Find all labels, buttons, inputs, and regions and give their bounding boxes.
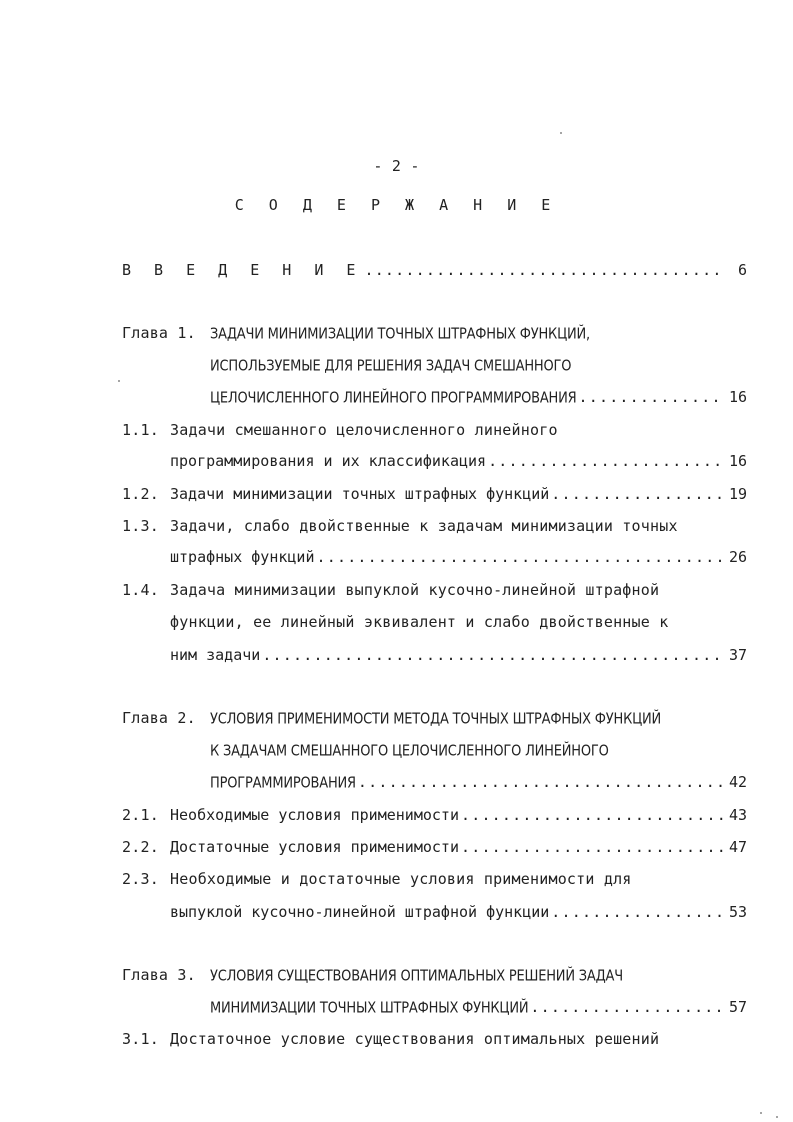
toc-entry-section-2-1: Необходимые условия применимости ..... 43 [170,806,747,824]
toc-entry-section-1-4: ним задачи ..... 37 [170,646,747,664]
section-title-line: функции, ее линейный эквивалент и слабо двойственные к [170,613,669,631]
page-ref: 43 [728,806,747,824]
toc-entry-chapter-3: МИНИМИЗАЦИИ ТОЧНЫХ ШТРАФНЫХ ФУНКЦИЙ ..... 57 [210,998,747,1018]
leader-dots [551,903,723,921]
page-ref: 37 [728,646,747,664]
intro-label: В В Е Д Е Н И Е [122,261,363,279]
leader-dots [551,485,723,503]
section-title-line: Задачи, слабо двойственные к задачам минимизации точных [170,517,678,535]
leader-dots [262,646,723,664]
toc-entry-section-2-3: выпуклой кусочно-линейной штрафной функции ..... 53 [170,903,747,921]
toc-entry-section-1-1: программирования и их классификация ..... 16 [170,452,747,470]
section-number: 1.3. [122,517,159,535]
chapter-1-label: Глава 1. [122,324,196,342]
page-ref: 42 [728,773,747,791]
page-number: - 2 - [373,157,420,175]
leader-dots [358,773,723,791]
toc-entry-section-1-3: штрафных функций ..... 26 [170,548,747,566]
chapter-3-label: Глава 3. [122,966,196,984]
chapter-1-title-line-1: ЗАДАЧИ МИНИМИЗАЦИИ ТОЧНЫХ ШТРАФНЫХ ФУНКЦИЙ, [210,325,590,344]
leader-dots [461,806,723,824]
page-ref: 16 [728,452,747,470]
page-ref: 26 [728,548,747,566]
page-ref: 57 [728,998,747,1016]
toc-entry-section-1-2: Задачи минимизации точных штрафных функций ..... 19 [170,485,747,503]
section-number: 1.4. [122,581,159,599]
scan-speck [760,1112,762,1114]
toc-entry-intro [122,261,747,279]
section-number: 2.3. [122,870,159,888]
scan-speck [118,380,120,382]
chapter-2-label: Глава 2. [122,709,196,727]
scan-speck [776,1116,778,1118]
section-number: 3.1. [122,1030,159,1048]
leader-dots [579,388,724,406]
toc-title: С О Д Е Р Ж А Н И Е [234,196,559,214]
leader-dots [317,548,724,566]
section-title-line: Необходимые и достаточные условия применимости для [170,870,632,888]
leader-dots [530,998,723,1016]
section-title-line: Достаточное условие существования оптимальных решений [170,1030,660,1048]
section-title-line: Задачи смешанного целочисленного линейного [170,421,558,439]
section-number: 1.2. [122,485,159,503]
leader-dots [488,452,723,470]
scan-speck [560,132,562,134]
page-ref: 16 [728,388,747,406]
toc-entry-chapter-1: ЦЕЛОЧИСЛЕННОГО ЛИНЕЙНОГО ПРОГРАММИРОВАНИЯ ..... 16 [210,388,747,408]
section-title-line: Задача минимизации выпуклой кусочно-линейной штрафной [170,581,660,599]
chapter-1-title-line-2: ИСПОЛЬЗУЕМЫЕ ДЛЯ РЕШЕНИЯ ЗАДАЧ СМЕШАННОГО [210,357,572,376]
leader-dots [364,261,723,279]
section-number: 2.1. [122,806,159,824]
section-number: 2.2. [122,838,159,856]
leader-dots [461,838,723,856]
page-ref: 19 [728,485,747,503]
page-ref: 53 [728,903,747,921]
page-ref: 47 [728,838,747,856]
chapter-3-title-line-1: УСЛОВИЯ СУЩЕСТВОВАНИЯ ОПТИМАЛЬНЫХ РЕШЕНИЙ ЗАДАЧ [210,967,623,986]
page-ref: 6 [737,261,747,279]
toc-entry-chapter-2: ПРОГРАММИРОВАНИЯ ..... 42 [210,773,747,793]
toc-entry-section-2-2: Достаточные условия применимости ..... 47 [170,838,747,856]
section-number: 1.1. [122,421,159,439]
chapter-2-title-line-1: УСЛОВИЯ ПРИМЕНИМОСТИ МЕТОДА ТОЧНЫХ ШТРАФНЫХ ФУНКЦИЙ [210,710,662,729]
chapter-2-title-line-2: К ЗАДАЧАМ СМЕШАННОГО ЦЕЛОЧИСЛЕННОГО ЛИНЕЙНОГО [210,742,609,761]
